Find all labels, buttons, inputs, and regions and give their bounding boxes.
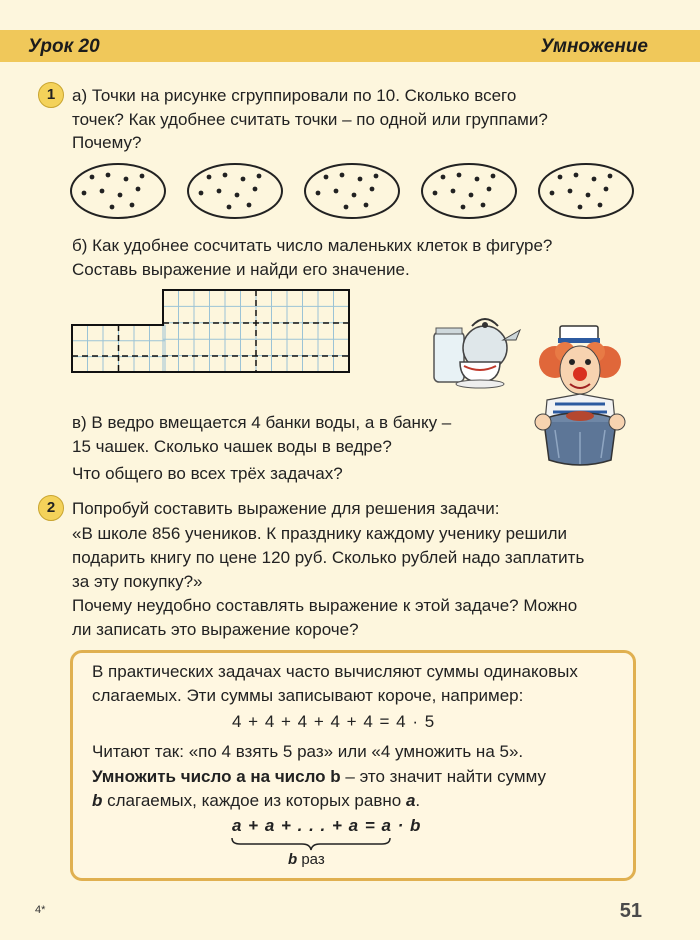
dot (574, 173, 579, 178)
dot (340, 173, 345, 178)
dot (82, 191, 87, 196)
task1-b-line2: Составь выражение и найди его значение. (72, 260, 410, 279)
dot (110, 205, 115, 210)
dot (199, 191, 204, 196)
dot (136, 187, 141, 192)
task2-line4: за эту покупку?» (72, 572, 203, 591)
dot (481, 203, 486, 208)
dot (461, 205, 466, 210)
dot (487, 187, 492, 192)
rule-example: 4 + 4 + 4 + 4 + 4 = 4 · 5 (232, 712, 436, 731)
dot (90, 175, 95, 180)
rule-definition-line1 (92, 765, 546, 789)
task1-a-line1: а) Точки на рисунке сгруппировали по 10. Сколько всего (72, 86, 517, 105)
dot (241, 177, 246, 182)
task1-c-line1: в) В ведро вмещается 4 банки воды, а в банку – (72, 413, 452, 432)
grid-figure (70, 288, 352, 396)
dot-groups-figure (70, 160, 640, 222)
task2-line3: подарить книгу по цене 120 руб. Сколько рублей надо заплатить (72, 548, 585, 567)
rule-definition-line2 (92, 789, 420, 813)
task2-line6: ли записать это выражение короче? (72, 620, 359, 639)
kettle-jar-cup-illustration (430, 310, 525, 390)
dot (364, 203, 369, 208)
dot (451, 189, 456, 194)
lesson-number: Урок 20 (28, 36, 100, 57)
task2-line5: Почему неудобно составлять выражение к этой задаче? Можно (72, 596, 578, 615)
rule-definition-line2-end: . (415, 791, 421, 810)
dot (235, 193, 240, 198)
task2-line1: Попробуй составить выражение для решения задачи: (72, 499, 500, 518)
task2-line2: «В школе 856 учеников. К празднику каждому ученику решили (72, 524, 568, 543)
dot (441, 175, 446, 180)
dot (257, 174, 262, 179)
dot (316, 191, 321, 196)
dot (118, 193, 123, 198)
dot (604, 187, 609, 192)
dot (568, 189, 573, 194)
dot (550, 191, 555, 196)
rule-definition-line2-text: слагаемых, каждое из которых равно (102, 791, 406, 810)
dot (223, 173, 228, 178)
task1-common-question: Что общего во всех трёх задачах? (72, 464, 343, 483)
grid-outline (72, 290, 349, 372)
footer-mark: 4* (35, 904, 46, 916)
var-a: a (405, 791, 416, 810)
dot (247, 203, 252, 208)
dot (140, 174, 145, 179)
lesson-header (0, 30, 700, 62)
dot (124, 177, 129, 182)
dot (253, 187, 258, 192)
dot (469, 193, 474, 198)
rule-definition-bold: Умножить число a на число b (92, 767, 341, 786)
dot (586, 193, 591, 198)
task1-a-line2: точек? Как удобнее считать точки – по одной или группами? (72, 110, 548, 129)
dot (475, 177, 480, 182)
lesson-topic: Умножение (540, 36, 648, 57)
dot (334, 189, 339, 194)
task1-a-line3: Почему? (72, 133, 142, 152)
rule-definition-rest: – это значит найти сумму (340, 767, 546, 786)
page-number: 51 (619, 900, 642, 922)
dot (374, 174, 379, 179)
dot (344, 205, 349, 210)
dot (578, 205, 583, 210)
dot (558, 175, 563, 180)
dot (433, 191, 438, 196)
dot (217, 189, 222, 194)
clown-with-bucket-illustration (525, 322, 635, 472)
brace-label-text: раз (297, 851, 325, 868)
dot (592, 177, 597, 182)
dot (207, 175, 212, 180)
var-b-brace: b (288, 851, 298, 868)
rule-formula: a + a + . . . + a = a · b (232, 816, 422, 835)
rule-line2: слагаемых. Эти суммы записывают короче, например: (92, 686, 524, 705)
task-number-badge: 2 (38, 495, 64, 521)
rule-read-as: Читают так: «по 4 взять 5 раз» или «4 умножить на 5». (92, 742, 524, 761)
dot (100, 189, 105, 194)
dot (370, 187, 375, 192)
brace-label (288, 848, 325, 872)
dot (324, 175, 329, 180)
dot (358, 177, 363, 182)
task1-b-line1: б) Как удобнее сосчитать число маленьких клеток в фигуре? (72, 236, 553, 255)
dot (227, 205, 232, 210)
dot (491, 174, 496, 179)
task-number-badge: 1 (38, 82, 64, 108)
var-b: b (92, 791, 103, 810)
dot (608, 174, 613, 179)
dot (130, 203, 135, 208)
dot (457, 173, 462, 178)
dot (598, 203, 603, 208)
dot (352, 193, 357, 198)
dot (106, 173, 111, 178)
rule-line1: В практических задачах часто вычисляют суммы одинаковых (92, 662, 578, 681)
task1-c-line2: 15 чашек. Сколько чашек воды в ведре? (72, 437, 392, 456)
